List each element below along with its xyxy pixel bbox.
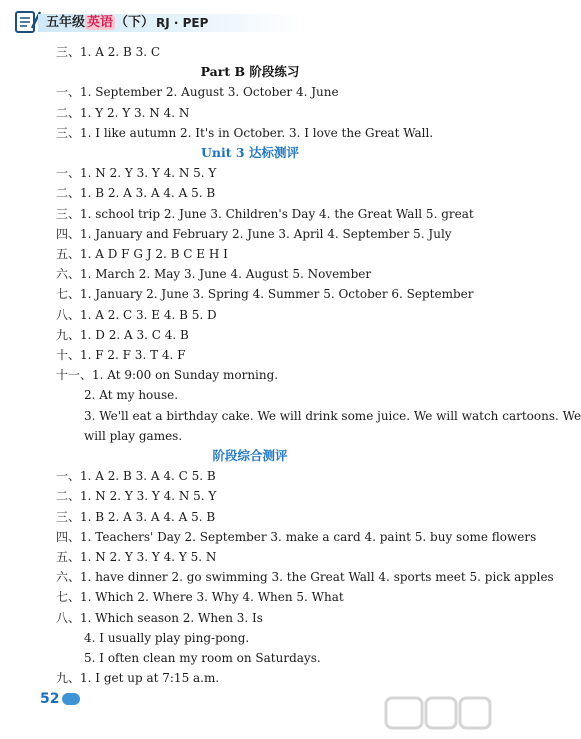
answer-line: 四、1. January and February 2. June 3. April 4. September 5. July <box>56 227 452 241</box>
answer-line: 五、1. N 2. Y 3. Y 4. Y 5. N <box>56 550 217 564</box>
answer-line: 二、1. Y 2. Y 3. N 4. N <box>56 106 190 120</box>
answer-line: 八、1. A 2. C 3. E 4. B 5. D <box>56 308 217 322</box>
answer-line: 一、1. A 2. B 3. A 4. C 5. B <box>56 469 216 483</box>
header-grade: 五年级 <box>46 15 86 30</box>
answer-line: 七、1. January 2. June 3. Spring 4. Summer 5. October 6. September <box>56 287 474 301</box>
answer-line: 5. I often clean my room on Saturdays. <box>84 651 321 665</box>
section-heading: Unit 3 达标测评 <box>201 145 299 160</box>
answer-line: 三、1. I like autumn 2. It's in October. 3. I love the Great Wall. <box>56 126 434 140</box>
answer-line: 二、1. N 2. Y 3. Y 4. N 5. Y <box>56 489 217 503</box>
answer-line: 三、1. A 2. B 3. C <box>56 45 161 59</box>
header-subject: 英语 <box>87 15 114 30</box>
answer-line: 4. I usually play ping-pong. <box>84 631 250 645</box>
answer-line: 一、1. September 2. August 3. October 4. June <box>56 85 339 99</box>
answer-line: 二、1. B 2. A 3. A 4. A 5. B <box>56 186 216 200</box>
answer-line: 三、1. B 2. A 3. A 4. A 5. B <box>56 510 216 524</box>
answer-line: 八、1. Which season 2. When 3. Is <box>56 611 263 625</box>
answer-line: 七、1. Which 2. Where 3. Why 4. When 5. What <box>56 590 344 604</box>
header-edition: RJ · PEP <box>156 16 209 30</box>
answer-line: 六、1. March 2. May 3. June 4. August 5. November <box>56 267 372 281</box>
answer-line: 一、1. N 2. Y 3. Y 4. N 5. Y <box>56 166 217 180</box>
page-tab-icon <box>62 693 80 705</box>
answer-line: 十一、1. At 9:00 on Sunday morning. <box>56 368 279 382</box>
answer-line: 九、1. D 2. A 3. C 4. B <box>56 328 189 342</box>
answer-line: 三、1. school trip 2. June 3. Children's Day 4. the Great Wall 5. great <box>56 207 474 221</box>
answer-line: will play games. <box>84 429 183 443</box>
watermark-logo-icon <box>384 694 494 738</box>
page-header <box>8 6 308 36</box>
header-term: （下） <box>115 15 155 30</box>
answer-line: 四、1. Teachers' Day 2. September 3. make a card 4. paint 5. buy some flowers <box>56 530 537 544</box>
answer-line: 五、1. A D F G J 2. B C E H I <box>56 247 228 261</box>
answer-line: 3. We'll eat a birthday cake. We will drink some juice. We will watch cartoons. We <box>84 409 581 423</box>
page-footer <box>40 690 120 708</box>
answer-line: 十、1. F 2. F 3. T 4. F <box>56 348 186 362</box>
answer-line: 九、1. I get up at 7:15 a.m. <box>56 671 220 685</box>
answer-line: 六、1. have dinner 2. go swimming 3. the Great Wall 4. sports meet 5. pick apples <box>56 570 554 584</box>
section-heading: 阶段综合测评 <box>212 448 288 463</box>
header-title <box>46 14 154 32</box>
section-heading: Part B 阶段练习 <box>200 64 300 79</box>
page-number: 52 <box>40 691 60 707</box>
answer-line: 2. At my house. <box>84 388 179 402</box>
